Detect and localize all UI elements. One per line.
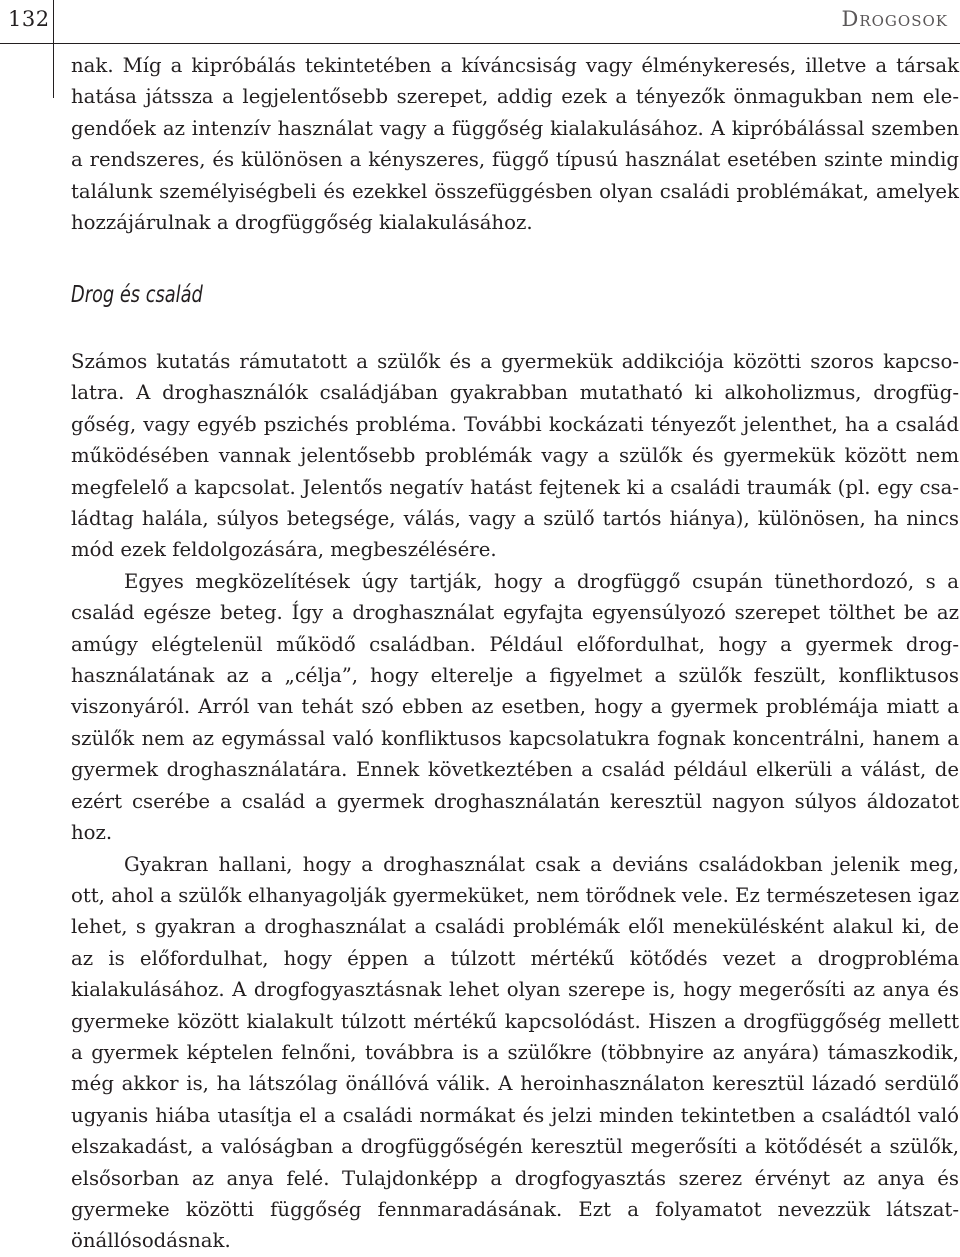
- header-rule: [0, 43, 960, 44]
- running-head: Drogosok: [841, 7, 948, 31]
- page-number: 132: [8, 7, 50, 31]
- intro-text-block: [71, 50, 959, 238]
- intro-paragraph: nak. Míg a kipróbálás tekintetében a kíváncsiság vagy élménykeresés, illetve a társak hatása játssza a legjelentősebb szerepet, addig ezek a tényezők önmagukban nem elegendőek az intenzív használat vagy a függőség kialakulásához. A kipróbálással szemben a rendszeres, és különösen a kényszeres, függő típusú használat esetében szinte mindig találunk személyiségbeli és ezekkel összefüggésben olyan családi problémákat, amelyek hozzájárulnak a drogfüggőség kialakulásához.: [71, 54, 959, 235]
- section-text-block: [71, 346, 959, 1257]
- header-vertical-rule: [53, 0, 54, 98]
- section-paragraph-3: Gyakran hallani, hogy a droghasználat csak a deviáns családokban jelenik meg, ott, ahol a szülők elhanyagolják gyermeküket, nem törődnek vele. Ez természetesen igaz lehet, s gyakran a droghasználat a családi problémák elől menekülésként alakul ki, de az is előfordulhat, hogy éppen a túlzott mértékű kötődés vezet a drogprobléma kialakulásához. A drogfogyasztásnak lehet olyan szerepe is, hogy megerősíti az anya és gyermeke között kialakult túlzott mértékű kapcsolódást. Hiszen a drogfüggőség mellett a gyermek képtelen felnőni, továbbra is a szülőkre (többnyire az anyára) támaszkodik, még akkor is, ha látszólag önállóvá válik. A heroinhasználaton keresztül lázadó serdülő ugyanis hiába utasítja el a családi normákat és jelzi minden tekintetben a családtól való elszakadást, a valóságban a drogfüggőségén keresztül megerősíti a kötődését a szülők, elsősorban az anya felé. Tulajdonképp a drogfogyasztás szerez érvényt az anya és gyermeke közötti függőség fennmaradásának. Ezt a folyamatot nevezzük látszat-önállósodásnak.: [71, 852, 959, 1253]
- section-heading: Drog és család: [71, 282, 203, 308]
- section-paragraph-1: Számos kutatás rámutatott a szülők és a gyermekük addikciója közötti szoros kapcsolatra. A droghasználók családjában gyakrabban mutatható ki alkoholizmus, drogfüggőség, vagy egyéb pszichés probléma. További kockázati tényezőt jelenthet, ha a család működésében vannak jelentősebb problémák vagy a szülők és gyermekük között nem megfelelő a kapcsolat. Jelentős negatív hatást fejtenek ki a családi traumák (pl. egy családtag halála, súlyos betegsége, válás, vagy a szülő tartós hiánya), különösen, ha nincs mód ezek feldolgozására, megbeszélésére.: [71, 350, 959, 562]
- section-paragraph-2: Egyes megközelítések úgy tartják, hogy a drogfüggő csupán tünethordozó, s a család egésze beteg. Így a droghasználat egyfajta egyensúlyozó szerepet tölthet be az amúgy elégtelenül működő családban. Például előfordulhat, hogy a gyermek droghasználatának az a „célja”, hogy elterelje a figyelmet a szülők feszült, konfliktusos viszonyáról. Arról van tehát szó ebben az esetben, hogy a gyermek problémája miatt a szülők nem az egymással való konfliktusos kapcsolatukra fognak koncentrálni, hanem a gyermek droghasználatára. Ennek következtében a család például elkerüli a válást, de ezért cserébe a család a gyermek droghasználatán keresztül nagyon súlyos áldozatot hoz.: [71, 569, 959, 845]
